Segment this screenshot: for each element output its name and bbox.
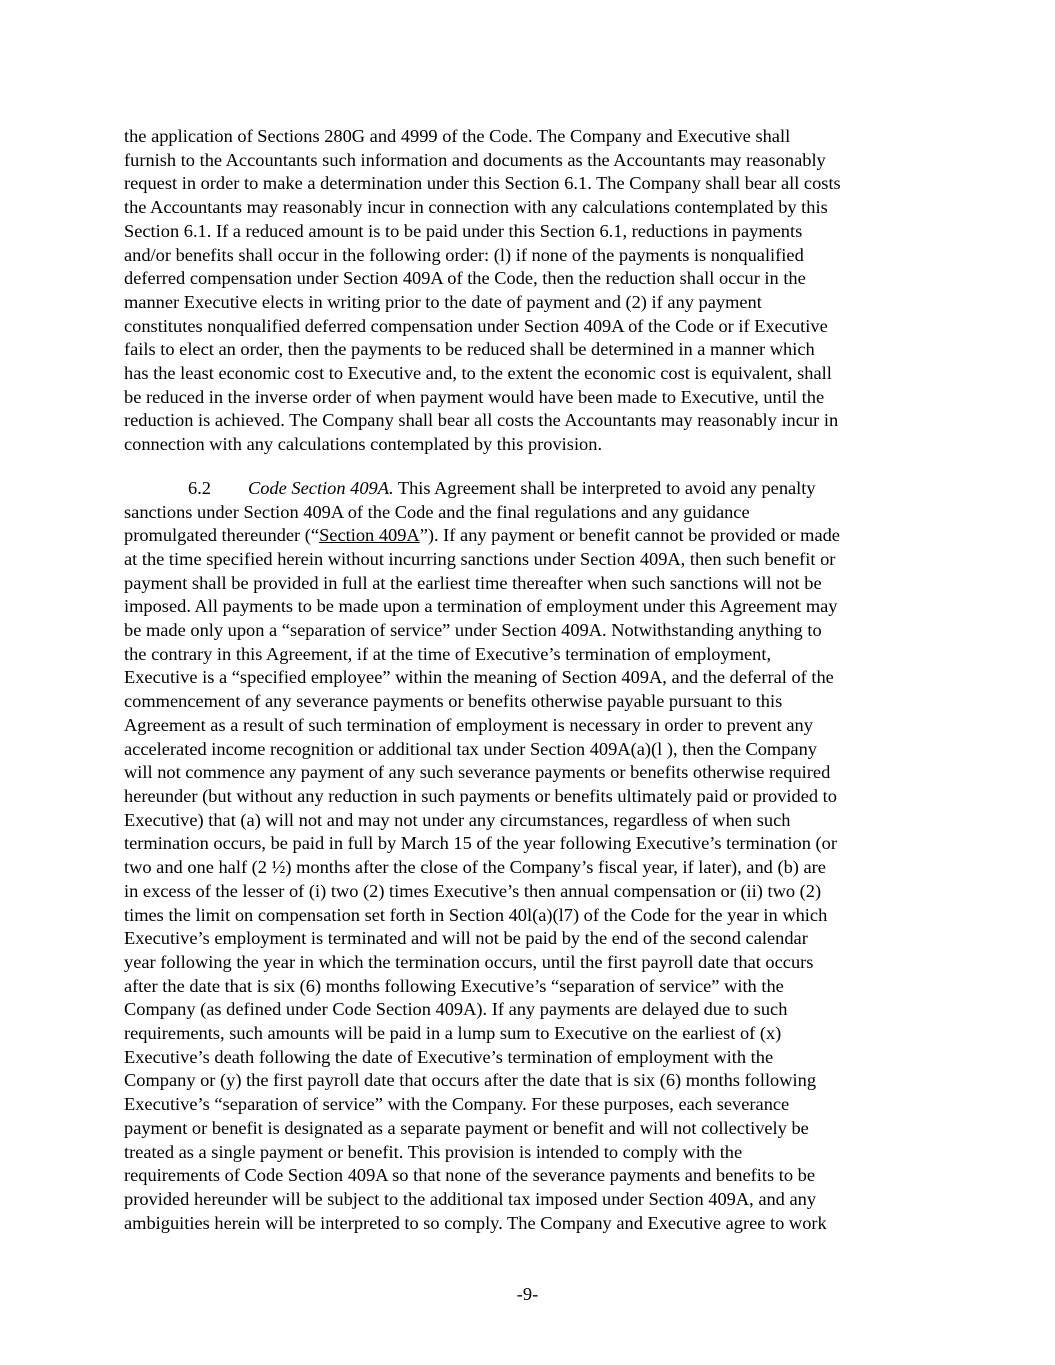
text-line: commencement of any severance payments or benefits otherwise payable pursuant to this xyxy=(124,691,783,712)
text-line: Executive’s “separation of service” with the Company. For these purposes, each severance xyxy=(124,1094,790,1115)
text-line: the contrary in this Agreement, if at the time of Executive’s termination of employment, xyxy=(124,643,772,664)
text-line: Company or (y) the first payroll date that occurs after the date that is six (6) months following xyxy=(124,1070,817,1091)
paragraph-6-1-continuation xyxy=(124,125,936,457)
text-line: accelerated income recognition or additional tax under Section 409A(a)(l ), then the Company xyxy=(124,738,817,759)
text-line: the application of Sections 280G and 4999 of the Code. The Company and Executive shall xyxy=(124,126,791,146)
section-number: 6.2 xyxy=(188,477,211,498)
defined-term: Section 409A xyxy=(319,525,420,546)
text-line: fails to elect an order, then the payments to be reduced shall be determined in a manner which xyxy=(124,339,815,360)
text-line: in excess of the lesser of (i) two (2) times Executive’s then annual compensation or (ii) two (2) xyxy=(124,880,822,901)
section-heading-line xyxy=(124,477,936,501)
text-line: termination occurs, be paid in full by March 15 of the year following Executive’s termination (or xyxy=(124,833,837,854)
text-line: after the date that is six (6) months following Executive’s “separation of service” with the xyxy=(124,975,784,996)
text-line: requirements, such amounts will be paid in a lump sum to Executive on the earliest of (x) xyxy=(124,1023,782,1044)
text-line: ambiguities herein will be interpreted to so comply. The Company and Executive agree to work xyxy=(124,1212,827,1233)
text-line: payment or benefit is designated as a separate payment or benefit and will not collectively be xyxy=(124,1117,809,1138)
text-line: year following the year in which the termination occurs, until the first payroll date that occurs xyxy=(124,951,814,972)
text-line: be reduced in the inverse order of when payment would have been made to Executive, until the xyxy=(124,386,825,407)
text-line: connection with any calculations contemplated by this provision. xyxy=(124,434,603,455)
text-line: provided hereunder will be subject to the additional tax imposed under Section 409A, and any xyxy=(124,1188,817,1209)
text-line: imposed. All payments to be made upon a termination of employment under this Agreement may xyxy=(124,596,838,617)
text-fragment: ”). If any payment or benefit cannot be provided or made xyxy=(419,525,840,546)
text-fragment: promulgated thereunder (“ xyxy=(124,525,320,546)
page-number: -9- xyxy=(516,1284,539,1304)
text-line: Executive’s death following the date of Executive’s termination of employment with the xyxy=(124,1046,774,1067)
text-line: request in order to make a determination under this Section 6.1. The Company shall bear all costs xyxy=(124,173,841,194)
text-line: will not commence any payment of any such severance payments or benefits otherwise required xyxy=(124,762,831,783)
text-line: Executive’s employment is terminated and will not be paid by the end of the second calendar xyxy=(124,928,808,949)
text-fragment: This Agreement shall be interpreted to avoid any penalty xyxy=(393,477,816,498)
text-line: at the time specified herein without incurring sanctions under Section 409A, then such benefit or xyxy=(124,548,836,569)
text-line: requirements of Code Section 409A so that none of the severance payments and benefits to be xyxy=(124,1165,815,1186)
defined-term-line xyxy=(124,524,936,548)
text-line: has the least economic cost to Executive and, to the extent the economic cost is equivalent, shall xyxy=(124,363,832,384)
text-line: deferred compensation under Section 409A of the Code, then the reduction shall occur in the xyxy=(124,268,806,289)
text-line: constitutes nonqualified deferred compensation under Section 409A of the Code or if Executive xyxy=(124,315,828,336)
text-line: Company (as defined under Code Section 409A). If any payments are delayed due to such xyxy=(124,999,788,1020)
text-line: Agreement as a result of such termination of employment is necessary in order to prevent any xyxy=(124,714,813,735)
text-line: two and one half (2 ½) months after the close of the Company’s fiscal year, if later), and (b) are xyxy=(124,857,826,878)
text-line: furnish to the Accountants such information and documents as the Accountants may reasonably xyxy=(124,149,826,170)
text-line: Section 6.1. If a reduced amount is to be paid under this Section 6.1, reductions in payments xyxy=(124,220,803,241)
document-page xyxy=(124,125,936,1235)
text-line: the Accountants may reasonably incur in connection with any calculations contemplated by this xyxy=(124,197,828,218)
text-line: treated as a single payment or benefit. This provision is intended to comply with the xyxy=(124,1141,743,1162)
text-line: Executive) that (a) will not and may not under any circumstances, regardless of when such xyxy=(124,809,791,830)
text-line: manner Executive elects in writing prior to the date of payment and (2) if any payment xyxy=(124,291,762,312)
text-line: sanctions under Section 409A of the Code and the final regulations and any guidance xyxy=(124,501,750,522)
text-line: times the limit on compensation set forth in Section 40l(a)(l7) of the Code for the year in which xyxy=(124,904,828,925)
text-line: hereunder (but without any reduction in such payments or benefits ultimately paid or provided to xyxy=(124,785,837,806)
text-line: and/or benefits shall occur in the following order: (l) if none of the payments is nonqualified xyxy=(124,244,804,265)
text-line: be made only upon a “separation of service” under Section 409A. Notwithstanding anything to xyxy=(124,620,822,641)
text-line: payment shall be provided in full at the earliest time thereafter when such sanctions will not be xyxy=(124,572,822,593)
text-line: Executive is a “specified employee” within the meaning of Section 409A, and the deferral of the xyxy=(124,667,834,688)
text-line: reduction is achieved. The Company shall bear all costs the Accountants may reasonably incur in xyxy=(124,410,839,431)
section-heading: Code Section 409A. xyxy=(248,477,394,498)
section-6-2-paragraph xyxy=(124,477,936,1236)
